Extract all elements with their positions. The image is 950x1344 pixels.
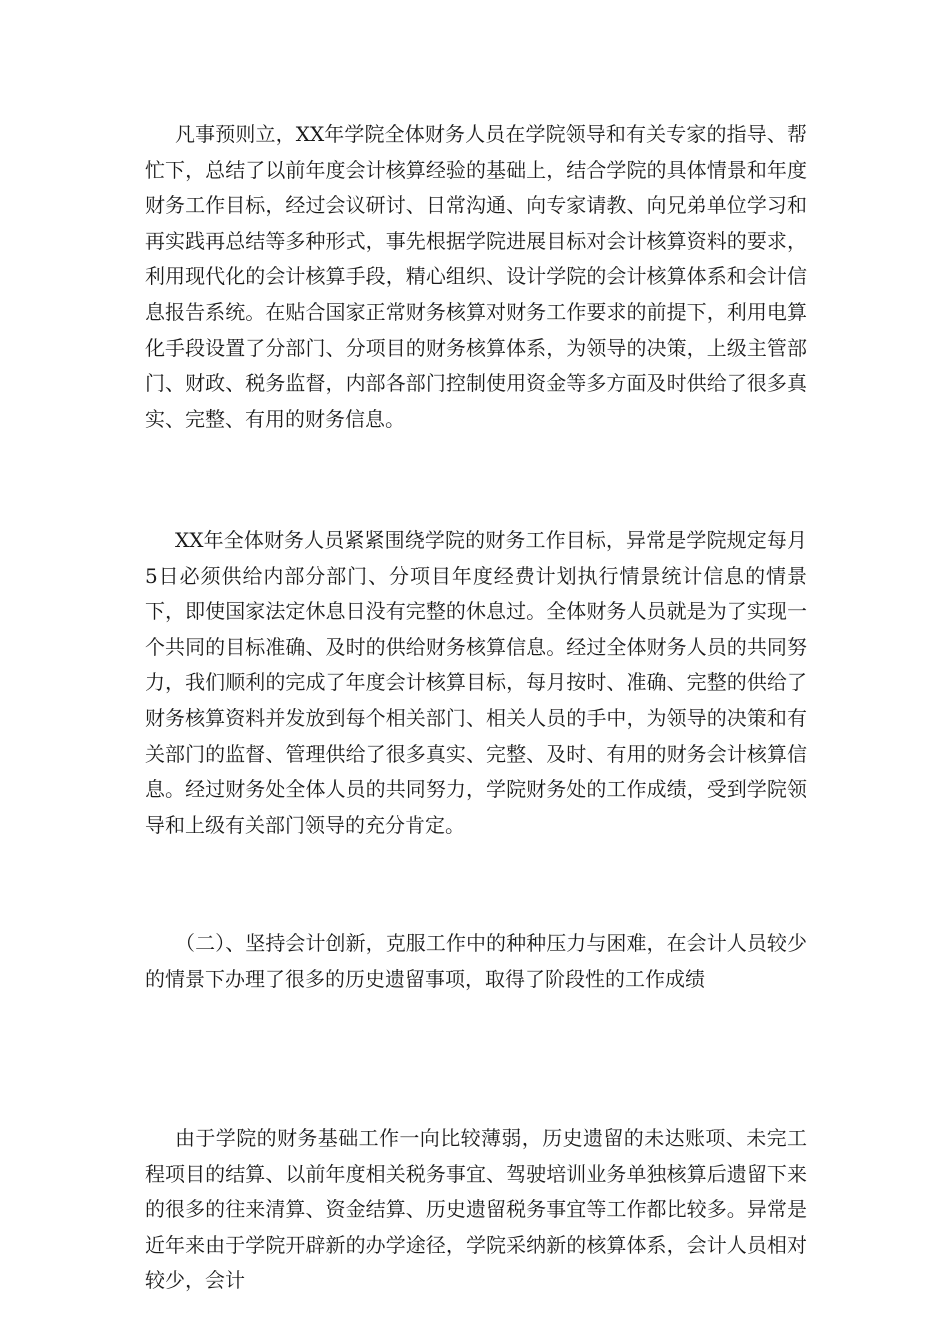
body-paragraph: 凡事预则立，XX年学院全体财务人员在学院领导和有关专家的指导、帮忙下，总结了以前年度会计核算经验的基础上，结合学院的具体情景和年度财务工作目标，经过会议研讨、日常沟通、向专家请教、向兄弟单位学习和再实践再总结等多种形式，事先根据学院进展目标对会计核算资料的要求，利用现代化的会计核算手段，精心组织、设计学院的会计核算体系和会计信息报告系统。在贴合国家正常财务核算对财务工作要求的前提下，利用电算化手段设置了分部门、分项目的财务核算体系，为领导的决策，上级主管部门、财政、税务监督，内部各部门控制使用资金等多方面及时供给了很多真实、完整、有用的财务信息。 bbox=[145, 122, 807, 431]
body-paragraph: XX年全体财务人员紧紧围绕学院的财务工作目标，异常是学院规定每月5日必须供给内部分部门、分项目年度经费计划执行情景统计信息的情景下，即使国家法定休息日没有完整的休息过。全体财务人员就是为了实现一个共同的目标准确、及时的供给财务核算信息。经过全体财务人员的共同努力，我们顺利的完成了年度会计核算目标，每月按时、准确、完整的供给了财务核算资料并发放到每个相关部门、相关人员的手中，为领导的决策和有关部门的监督、管理供给了很多真实、完整、及时、有用的财务会计核算信息。经过财务处全体人员的共同努力，学院财务处的工作成绩，受到学院领导和上级有关部门领导的充分肯定。 bbox=[145, 528, 807, 837]
body-paragraph: 由于学院的财务基础工作一向比较薄弱，历史遗留的未达账项、未完工程项目的结算、以前年度相关税务事宜、驾驶培训业务单独核算后遗留下来的很多的往来清算、资金结算、历史遗留税务事宜等工作都比较多。异常是近年来由于学院开辟新的办学途径，学院采纳新的核算体系，会计人员相对较少，会计 bbox=[145, 1126, 807, 1293]
section-heading-paragraph: （二）、坚持会计创新，克服工作中的种种压力与困难，在会计人员较少的情景下办理了很多的历史遗留事项，取得了阶段性的工作成绩 bbox=[145, 931, 807, 991]
